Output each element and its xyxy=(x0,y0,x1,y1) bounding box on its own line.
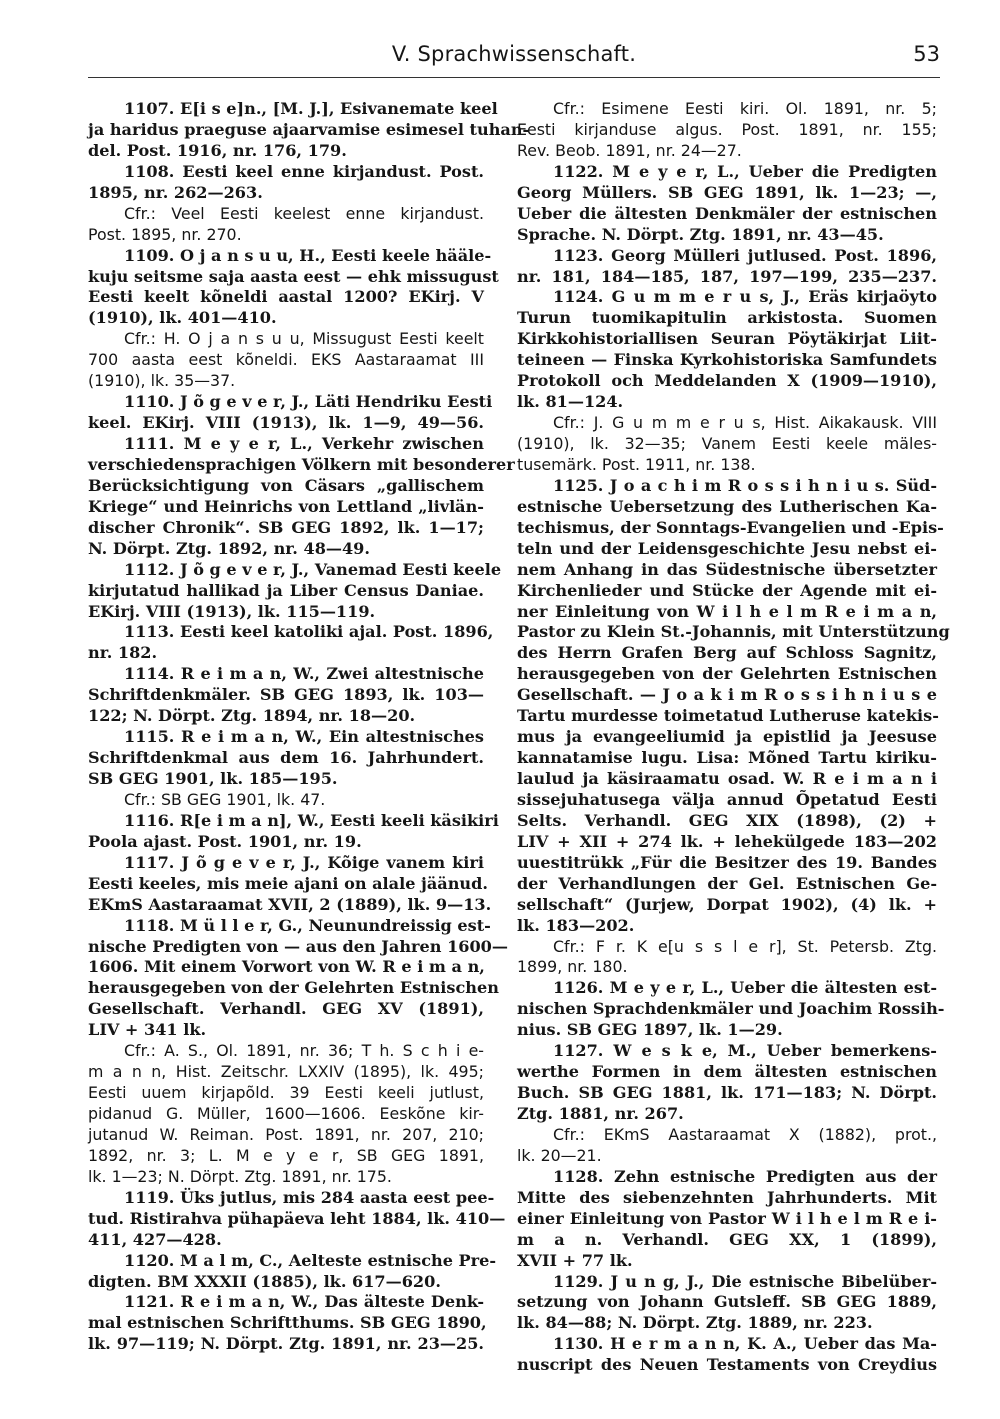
text-line: (1910), lk. 32—35; Vanem Eesti keele mäles- xyxy=(517,434,937,453)
text-line: Mitte des siebenzehnten Jahrhunderts. Mit xyxy=(517,1187,937,1207)
text-line: Eesti keeles, mis meie ajani on alale jäänud. xyxy=(88,873,488,893)
text-line: 1111. M e y e r, L., Verkehr zwischen xyxy=(124,434,484,453)
text-line: laulud ja käsiraamatu osad. W. R e i m a n i xyxy=(517,769,937,788)
text-line: Gesellschaft. — J o a k i m R o s s i h n i u s e xyxy=(517,685,937,705)
text-line: m a n n, Hist. Zeitschr. LXXIV (1895), lk. 495; xyxy=(88,1062,484,1082)
text-line: Cfr.: EKmS Aastaraamat X (1882), prot., xyxy=(553,1124,937,1144)
text-line: Post. 1895, nr. 270. xyxy=(88,224,242,244)
text-line: tusemärk. Post. 1911, nr. 138. xyxy=(517,454,756,474)
text-line: sissejuhatusega välja annud Õpetatud Eesti xyxy=(517,789,937,809)
text-line: teln und der Leidensgeschichte Jesu nebst ei- xyxy=(517,538,937,558)
text-line: ner Einleitung von W i l h e l m R e i m a n, xyxy=(517,601,937,621)
text-line: 1895, nr. 262—263. xyxy=(88,182,263,202)
text-line: Cfr.: Esimene Eesti kiri. Ol. 1891, nr. 5; xyxy=(553,99,937,118)
text-line: Kriege“ und Heinrichs von Lettland „livlän- xyxy=(88,496,484,516)
text-line: nischen Sprachdenkmäler und Joachim Rossih- xyxy=(517,999,945,1019)
page-header xyxy=(88,40,940,78)
text-line: lk. 84—88; N. Dörpt. Ztg. 1889, nr. 223. xyxy=(517,1313,873,1333)
text-line: 1115. R e i m a n, W., Ein altestnisches xyxy=(124,727,484,747)
text-line: SB GEG 1901, lk. 185—195. xyxy=(88,769,338,788)
text-line: m a n. Verhandl. GEG XX, 1 (1899), xyxy=(517,1229,937,1249)
text-line: 1123. Georg Mülleri jutlused. Post. 1896, xyxy=(553,245,937,265)
text-line: Eesti kirjanduse algus. Post. 1891, nr. 155; xyxy=(517,119,937,139)
text-line: sellschaft“ (Jurjew, Dorpat 1902), (4) lk. + xyxy=(517,894,937,914)
text-line: Schriftdenkmäler. SB GEG 1893, lk. 103— xyxy=(88,685,484,705)
text-line: verschiedensprachigen Völkern mit besonderer xyxy=(88,454,515,474)
text-line: Rev. Beob. 1891, nr. 24—27. xyxy=(517,140,742,160)
text-line: nr. 181, 184—185, 187, 197—199, 235—237. xyxy=(517,266,937,286)
text-line: digten. BM XXXII (1885), lk. 617—620. xyxy=(88,1271,441,1291)
text-line: nr. 182. xyxy=(88,643,158,663)
text-line: 700 aasta eest kõneldi. EKS Aastaraamat III xyxy=(88,350,484,370)
text-line: Cfr.: A. S., Ol. 1891, nr. 36; T h. S c h i e- xyxy=(124,1041,484,1061)
text-line: Georg Müllers. SB GEG 1891, lk. 1—23; —, xyxy=(517,182,937,202)
section-title: V. Sprachwissenschaft. xyxy=(391,42,637,66)
text-line: kuju seitsme saja aasta eest — ehk missugust xyxy=(88,266,499,286)
text-line: 1107. E[i s e]n., [M. J.], Esivanemate keel xyxy=(124,99,498,118)
text-line: keel. EKirj. VIII (1913), lk. 1—9, 49—56. xyxy=(88,413,484,433)
text-line: herausgegeben von der Gelehrten Estnischen xyxy=(517,664,937,684)
text-line: 1120. M a l m, C., Aelteste estnische Pre- xyxy=(124,1250,497,1270)
text-line: Buch. SB GEG 1881, lk. 171—183; N. Dörpt. xyxy=(517,1083,937,1103)
text-line: lk. 20—21. xyxy=(517,1145,602,1165)
text-line: Schriftdenkmal aus dem 16. Jahrhundert. xyxy=(88,748,484,768)
text-line: 122; N. Dörpt. Ztg. 1894, nr. 18—20. xyxy=(88,706,416,726)
text-line: Sprache. N. Dörpt. Ztg. 1891, nr. 43—45. xyxy=(517,224,884,244)
text-line: Gesellschaft. Verhandl. GEG XV (1891), xyxy=(88,999,484,1019)
text-line: werthe Formen in dem ältesten estnischen xyxy=(517,1062,937,1082)
text-line: Pastor zu Klein St.-Johannis, mit Unterstützung xyxy=(517,622,950,642)
text-line: Tartu murdesse toimetatud Lutheruse katekis- xyxy=(517,706,939,726)
text-line: Cfr.: SB GEG 1901, lk. 47. xyxy=(124,789,326,809)
text-line: mus ja evangeeliumid ja epistlid ja Jeesuse xyxy=(517,727,937,747)
text-line: uuestitrükk „Für die Besitzer des 19. Bandes xyxy=(517,852,937,872)
text-line: kannatamise lugu. Lisa: Mõned Tartu kiriku- xyxy=(517,748,937,768)
text-line: LIV + 341 lk. xyxy=(88,1020,207,1040)
text-line: 1121. R e i m a n, W., Das älteste Denk- xyxy=(124,1292,484,1312)
text-line: herausgegeben von der Gelehrten Estnischen xyxy=(88,978,499,998)
text-line: 1110. J õ g e v e r, J., Läti Hendriku Eesti xyxy=(124,392,493,412)
text-line: Turun tuomikapitulin arkistosta. Suomen xyxy=(517,308,937,328)
right-column xyxy=(517,99,950,1375)
page-number: 53 xyxy=(913,42,940,66)
text-line: Eesti keelt kõneldi aastal 1200? EKirj. V xyxy=(88,287,484,307)
text-line: LIV + XII + 274 lk. + lehekülgede 183—202 xyxy=(517,831,937,851)
text-line: teineen — Finska Kyrkohistoriska Samfundets xyxy=(517,350,937,370)
text-line: EKirj. VIII (1913), lk. 115—119. xyxy=(88,601,376,621)
text-line: 1892, nr. 3; L. M e y e r, SB GEG 1891, xyxy=(88,1145,484,1165)
text-line: lk. 183—202. xyxy=(517,915,635,935)
text-line: EKmS Aastaraamat XVII, 2 (1889), lk. 9—13. xyxy=(88,894,492,914)
text-line: Cfr.: J. G u m m e r u s, Hist. Aikakausk. VIII xyxy=(553,413,937,433)
text-line: 1129. J u n g, J., Die estnische Bibelüber- xyxy=(553,1271,937,1291)
text-line: (1910), lk. 35—37. xyxy=(88,371,236,391)
text-line: 1128. Zehn estnische Predigten aus der xyxy=(553,1166,937,1186)
text-line: Cfr.: F r. K e[u s s l e r], St. Petersb. Ztg. xyxy=(553,936,937,956)
text-line: del. Post. 1916, nr. 176, 179. xyxy=(88,140,347,160)
text-line: Ueber die ältesten Denkmäler der estnischen xyxy=(517,203,937,223)
text-line: des Herrn Grafen Berg auf Schloss Sagnitz, xyxy=(517,643,937,663)
text-line: Kirchenlieder und Stücke der Agende mit ei- xyxy=(517,580,937,600)
text-line: Cfr.: Veel Eesti keelest enne kirjandust. xyxy=(124,203,484,223)
text-line: 1109. O j a n s u u, H., Eesti keele hääle- xyxy=(124,245,492,265)
text-line: mal estnischen Schriftthums. SB GEG 1890, xyxy=(88,1313,487,1333)
text-line: nuscript des Neuen Testaments von Creydius xyxy=(517,1355,937,1375)
text-line: der Verhandlungen der Gel. Estnischen Ge- xyxy=(517,873,937,893)
text-line: Kirkkohistoriallisen Seuran Pöytäkirjat Liit- xyxy=(517,329,937,349)
text-line: 1606. Mit einem Vorwort von W. R e i m a n, xyxy=(88,957,485,977)
text-line: 1125. J o a c h i m R o s s i h n i u s. Süd- xyxy=(553,475,937,495)
text-line: 1127. W e s k e, M., Ueber bemerkens- xyxy=(553,1041,937,1061)
text-line: nem Anhang in das Südestnische übersetzter xyxy=(517,559,937,579)
text-line: tud. Ristirahva pühapäeva leht 1884, lk. 410— xyxy=(88,1208,506,1228)
text-line: 1130. H e r m a n n, K. A., Ueber das Ma- xyxy=(553,1334,937,1354)
text-line: 1108. Eesti keel enne kirjandust. Post. xyxy=(124,161,484,181)
text-line: Eesti uuem kirjapõld. 39 Eesti keeli jutlust, xyxy=(88,1083,484,1103)
text-line: XVII + 77 lk. xyxy=(517,1250,633,1270)
text-line: 1124. G u m m e r u s, J., Eräs kirjaöyto xyxy=(553,287,937,307)
text-line: setzung von Johann Gutsleff. SB GEG 1889, xyxy=(517,1292,937,1312)
text-line: lk. 81—124. xyxy=(517,392,624,412)
text-line: kirjutatud hallikad ja Liber Census Daniae. xyxy=(88,580,484,600)
text-line: 1122. M e y e r, L., Ueber die Predigten xyxy=(553,161,937,181)
text-line: 411, 427—428. xyxy=(88,1229,222,1249)
text-line: 1126. M e y e r, L., Ueber die ältesten est- xyxy=(553,978,937,998)
text-line: 1899, nr. 180. xyxy=(517,957,628,977)
text-line: 1117. J õ g e v e r, J., Kõige vanem kiri xyxy=(124,852,484,872)
text-line: Cfr.: H. O j a n s u u, Missugust Eesti keelt xyxy=(124,329,484,349)
left-column xyxy=(88,99,530,1374)
text-line: 1112. J õ g e v e r, J., Vanemad Eesti keele xyxy=(124,559,502,579)
text-line: Protokoll och Meddelanden X (1909—1910), xyxy=(517,371,937,391)
text-line: 1119. Üks jutlus, mis 284 aasta eest pee- xyxy=(124,1187,495,1207)
text-line: lk. 97—119; N. Dörpt. Ztg. 1891, nr. 23—25. xyxy=(88,1334,484,1354)
text-line: jutanud W. Reiman. Post. 1891, nr. 207, 210; xyxy=(88,1124,484,1144)
text-line: Selts. Verhandl. GEG XIX (1898), (2) + xyxy=(517,810,937,830)
text-line: Poola ajast. Post. 1901, nr. 19. xyxy=(88,831,362,851)
text-line: estnische Uebersetzung des Lutherischen Ka- xyxy=(517,496,937,516)
text-line: 1116. R[e i m a n], W., Eesti keeli käsikiri xyxy=(124,810,499,830)
text-line: (1910), lk. 401—410. xyxy=(88,308,277,328)
text-line: techismus, der Sonntags-Evangelien und -Epis- xyxy=(517,517,944,537)
text-line: einer Einleitung von Pastor W i l h e l m R e i- xyxy=(517,1208,937,1228)
header-rule xyxy=(88,77,940,78)
text-line: nische Predigten von — aus den Jahren 1600— xyxy=(88,936,508,956)
text-line: Ztg. 1881, nr. 267. xyxy=(517,1104,684,1123)
text-line: discher Chronik“. SB GEG 1892, lk. 1—17; xyxy=(88,517,484,537)
text-line: 1113. Eesti keel katoliki ajal. Post. 1896, xyxy=(124,622,494,642)
text-line: Berücksichtigung von Cäsars „gallischem xyxy=(88,475,484,495)
text-line: ja haridus praeguse ajaarvamise esimesel tuhan- xyxy=(88,119,530,139)
text-line: lk. 1—23; N. Dörpt. Ztg. 1891, nr. 175. xyxy=(88,1166,392,1186)
text-line: N. Dörpt. Ztg. 1892, nr. 48—49. xyxy=(88,538,370,558)
text-line: pidanud G. Müller, 1600—1606. Eeskõne kir- xyxy=(88,1104,484,1123)
text-line: nius. SB GEG 1897, lk. 1—29. xyxy=(517,1020,783,1040)
text-line: 1118. M ü l l e r, G., Neunundreissig est- xyxy=(124,915,491,935)
text-line: 1114. R e i m a n, W., Zwei altestnische xyxy=(124,664,484,684)
